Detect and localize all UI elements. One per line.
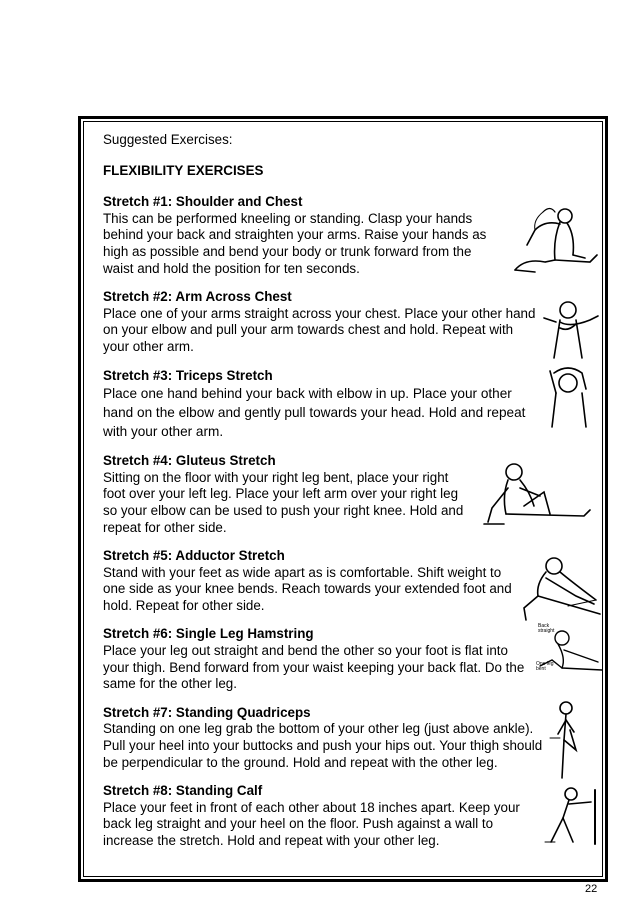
stretch-line: high as possible and bend your body or trunk forward from the [103,243,472,259]
stretch-line: Place one of your arms straight across your chest. Place your other hand [103,305,536,321]
stretch-line: repeat for other side. [103,519,227,535]
stretch-title: Stretch #4: Gluteus Stretch [103,453,276,469]
stretch-2 [103,289,603,355]
stretch-line: waist and hold the position for ten seconds. [103,260,360,276]
stretch-line: hand on the elbow and gently pull towards your head. Hold and repeat [103,405,526,421]
hamstring-leg-label: One leg bent [536,661,554,672]
stretch-line: with your other arm. [103,424,224,440]
stretch-line: on your elbow and pull your arm towards chest and hold. Repeat with [103,322,514,338]
stretch-8 [103,783,603,849]
standing-quadriceps-figure [548,700,588,780]
stretch-line: hold. Repeat for other side. [103,597,265,613]
stretch-7 [103,705,603,771]
triceps-stretch-figure [542,365,598,431]
stretch-line: Place your feet in front of each other about 18 inches apart. Keep your [103,799,520,815]
stretch-3 [103,368,603,442]
hamstring-back-label: Back straight [538,623,555,634]
intro-text: Suggested Exercises: [103,132,233,147]
stretch-line: Place your leg out straight and bend the other so your foot is flat into [103,643,508,659]
stretch-line: be perpendicular to the ground. Hold and repeat with the other leg. [103,754,498,770]
kneeling-shoulder-stretch-figure [505,200,605,280]
adductor-stretch-figure [516,556,602,624]
stretch-line: This can be performed kneeling or standing. Clasp your hands [103,210,473,226]
stretch-title: Stretch #5: Adductor Stretch [103,548,285,564]
stretch-title: Stretch #1: Shoulder and Chest [103,194,303,210]
stretch-line: behind your back and straighten your arms. Raise your hands as [103,227,487,243]
stretch-line: Pull your heel into your buttocks and push your hips out. Your thigh should [103,738,543,754]
stretch-line: foot over your left leg. Place your left arm over your right leg [103,486,459,502]
stretch-line: so your elbow can be used to push your right knee. Hold and [103,502,464,518]
stretch-line: your other arm. [103,338,194,354]
stretch-title: Stretch #7: Standing Quadriceps [103,704,311,720]
stretch-line: Sitting on the floor with your right leg bent, place your right [103,469,449,485]
page-number: 22 [585,883,598,895]
stretch-line: Place one hand behind your back with elbow in up. Place your other [103,386,512,402]
stretch-line: same for the other leg. [103,676,237,692]
stretch-line: back leg straight and your heel on the floor. Push against a wall to [103,816,494,832]
seated-gluteus-stretch-figure [484,462,594,530]
single-leg-hamstring-figure [532,622,606,682]
stretch-line: Standing on one leg grab the bottom of your other leg (just above ankle). [103,721,534,737]
stretch-line: Stand with your feet as wide apart as is comfortable. Shift weight to [103,564,502,580]
arm-across-chest-figure [540,298,600,362]
stretch-line: one side as your knee bends. Reach towards your extended foot and [103,581,512,597]
stretch-title: Stretch #6: Single Leg Hamstring [103,626,314,642]
stretch-title: Stretch #8: Standing Calf [103,783,263,799]
stretch-line: your thigh. Bend forward from your waist keeping your back flat. Do the [103,659,525,675]
standing-calf-figure [545,786,601,846]
stretch-6 [103,623,603,692]
section-title: FLEXIBILITY EXERCISES [103,162,264,178]
stretch-title: Stretch #3: Triceps Stretch [103,367,273,383]
stretch-title: Stretch #2: Arm Across Chest [103,289,292,305]
stretch-line: increase the stretch. Hold and repeat with your other leg. [103,833,440,848]
